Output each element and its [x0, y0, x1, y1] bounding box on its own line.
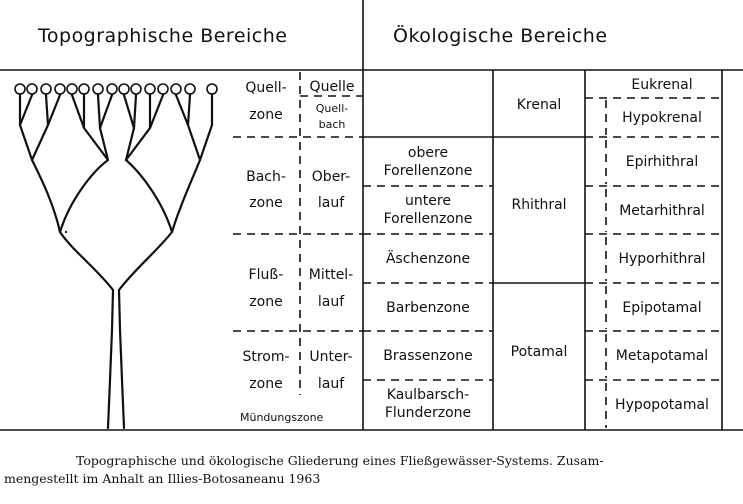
fish-zone-untere-line1: untere: [405, 193, 451, 209]
zone-strom-line2: zone: [249, 376, 283, 392]
reach-oberlauf-line1: Ober-: [311, 169, 351, 185]
region-krenal: Krenal: [516, 97, 562, 113]
region-potamal: Potamal: [510, 344, 568, 360]
fish-zone-kaulbarsch-line1: Kaulbarsch-: [386, 387, 470, 403]
zone-bach-line1: Bach-: [246, 169, 286, 185]
fish-zone-aeschen: Äschenzone: [385, 251, 471, 267]
subregion-epirhithral: Epirhithral: [625, 154, 699, 170]
reach-unterlauf-line2: lauf: [317, 376, 345, 392]
header-ecological: Ökologische Bereiche: [393, 25, 608, 47]
reach-quellbach-line2: bach: [318, 118, 346, 131]
zone-quell-line2: zone: [249, 107, 283, 123]
reach-quellbach-line1: Quell-: [315, 102, 349, 115]
reach-mittellauf-line1: Mittel-: [308, 267, 354, 283]
subregion-hyporhithral: Hyporhithral: [618, 251, 706, 267]
fish-zone-barben: Barbenzone: [386, 300, 470, 316]
reach-oberlauf-line2: lauf: [317, 195, 345, 211]
header-topographic: Topographische Bereiche: [38, 25, 288, 47]
caption-line1: Topographische und ökologische Gliederung eines Fließgewässer-Systems. Zusam-: [76, 453, 604, 468]
fish-zone-obere-line1: obere: [407, 145, 449, 161]
fish-zone-kaulbarsch-line2: Flunderzone: [384, 405, 472, 421]
subregion-metapotamal: Metapotamal: [615, 348, 709, 364]
zone-bach-line2: zone: [249, 195, 283, 211]
subregion-eukrenal: Eukrenal: [631, 77, 693, 93]
fish-zone-brassen: Brassenzone: [383, 348, 473, 364]
zone-quell-line1: Quell-: [245, 80, 287, 96]
zone-fluss-line2: zone: [249, 294, 283, 310]
region-rhithral: Rhithral: [511, 197, 567, 213]
source-circles: [15, 84, 217, 94]
subregion-hypokrenal: Hypokrenal: [622, 110, 702, 126]
mouth-zone-label: Mündungszone: [240, 411, 324, 424]
subregion-epipotamal: Epipotamal: [622, 300, 702, 316]
caption-line2: mengestellt im Anhalt an Illies-Botosaneanu 1963: [4, 471, 321, 486]
zone-fluss-line1: Fluß-: [248, 267, 284, 283]
reach-mittellauf-line2: lauf: [317, 294, 345, 310]
river-tree-illustration: [20, 95, 212, 428]
subregion-hypopotamal: Hypopotamal: [615, 397, 709, 413]
fish-zone-obere-line2: Forellenzone: [383, 163, 473, 179]
fish-zone-untere-line2: Forellenzone: [383, 211, 473, 227]
reach-unterlauf-line1: Unter-: [309, 349, 353, 365]
reach-quelle: Quelle: [309, 79, 355, 95]
zone-strom-line1: Strom-: [242, 349, 290, 365]
subregion-metarhithral: Metarhithral: [619, 203, 705, 219]
